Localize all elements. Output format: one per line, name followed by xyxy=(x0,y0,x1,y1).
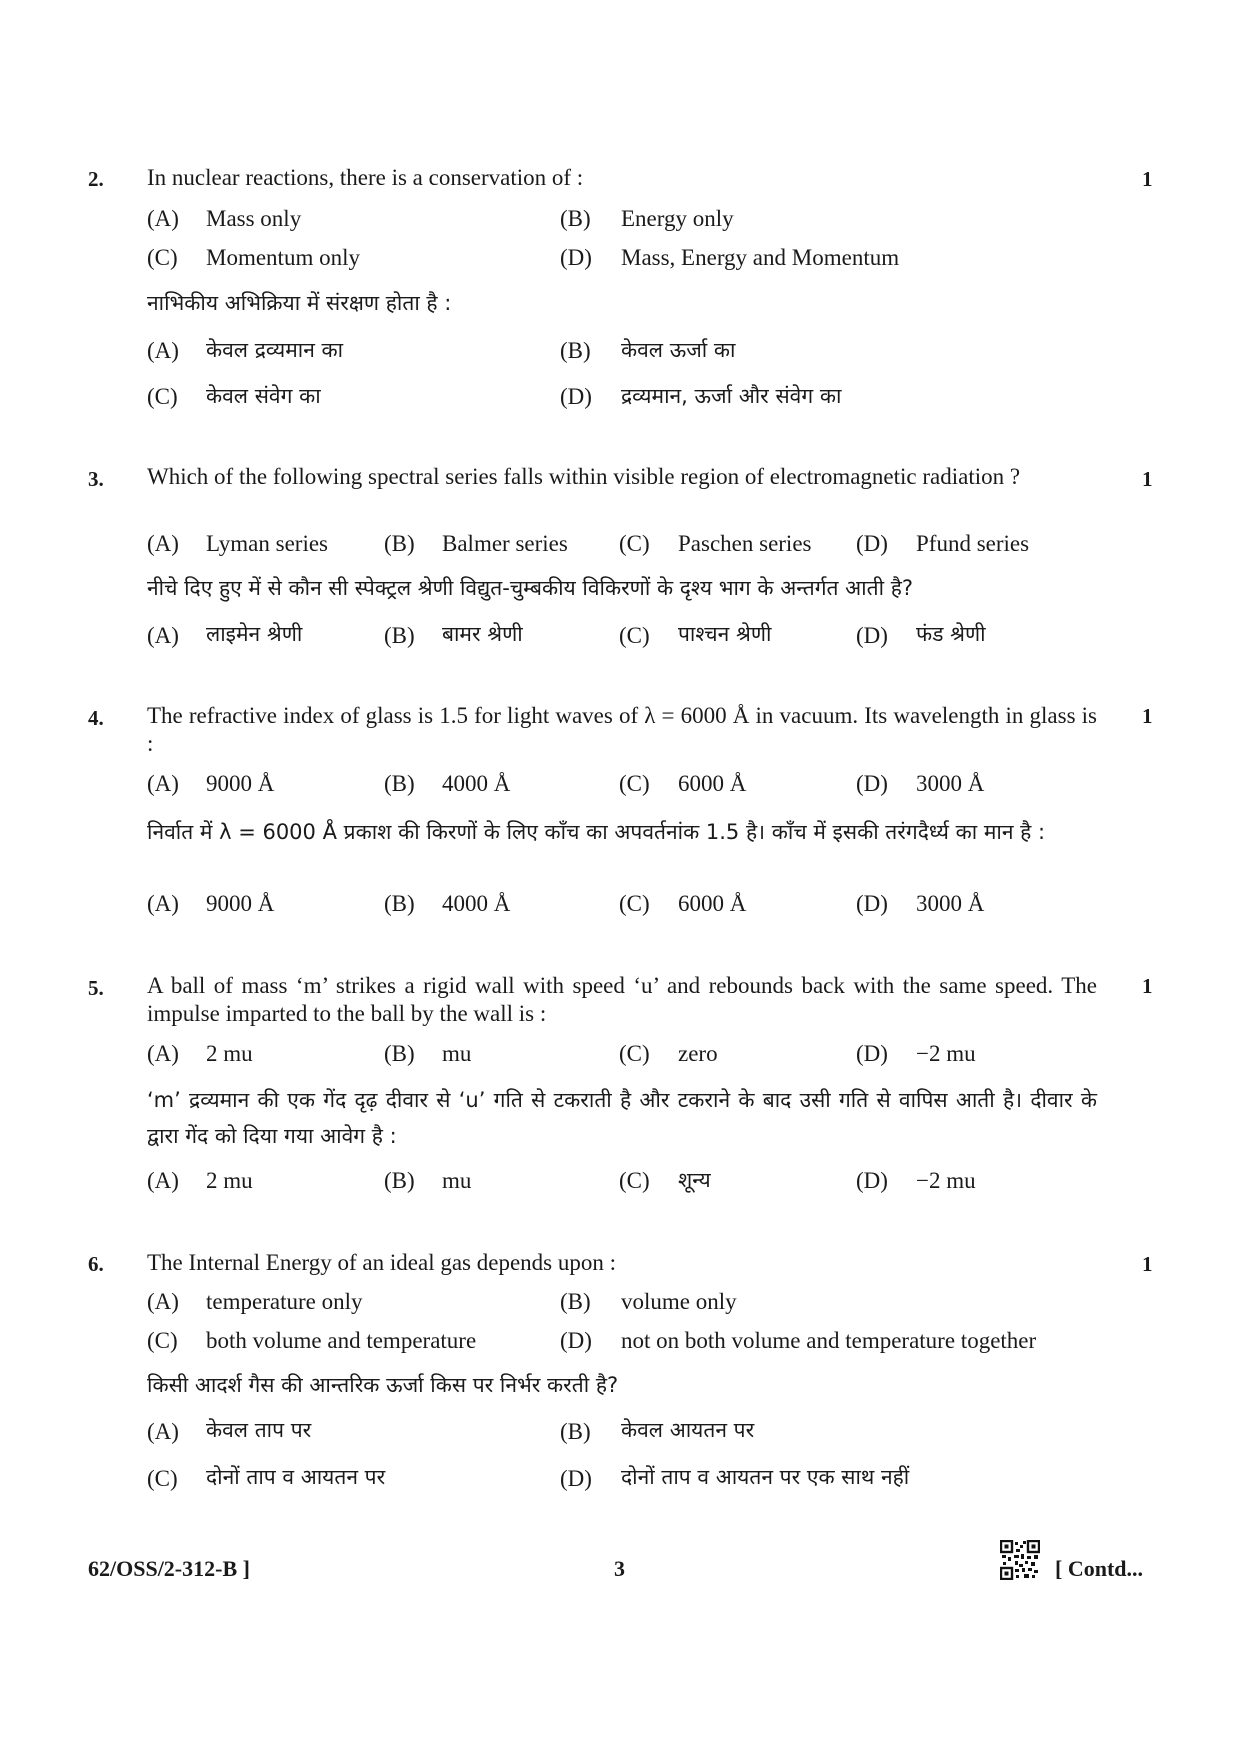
option-label: (B) xyxy=(384,1041,415,1066)
question-number: 5. xyxy=(88,976,104,1000)
question-stem-hi: निर्वात में λ = 6000 Å प्रकाश की किरणों के लिए काँच का अपवर्तनांक 1.5 है। काँच में इसकी तरंगदैर्ध्य का मान है : xyxy=(147,820,1046,844)
option-text: 3000 Å xyxy=(916,891,985,916)
option-text: mu xyxy=(442,1168,472,1193)
option-label: (C) xyxy=(147,245,178,270)
option-label: (A) xyxy=(147,623,179,648)
question-marks: 1 xyxy=(1142,704,1153,728)
option-label: (C) xyxy=(619,891,650,916)
option-label: (D) xyxy=(856,623,888,648)
option-label: (D) xyxy=(856,891,888,916)
option-label: (C) xyxy=(619,1041,650,1066)
option-label: (A) xyxy=(147,206,179,231)
option-label: (D) xyxy=(856,771,888,796)
question-stem-en: Which of the following spectral series falls within visible region of electromagnetic radiation ? xyxy=(147,464,1021,489)
option-text: Mass only xyxy=(206,206,302,231)
option-label: (D) xyxy=(856,531,888,556)
option-text: केवल ऊर्जा का xyxy=(621,338,736,362)
paper-code: 62/OSS/2-312-B ] xyxy=(88,1556,250,1581)
option-text: Pfund series xyxy=(916,531,1030,556)
question-stem-en: A ball of mass ‘m’ strikes a rigid wall with speed ‘u’ and rebounds back with the same speed. The impulse imparted to the ball by the wall is : xyxy=(147,973,1097,1026)
option-text: फंड श्रेणी xyxy=(916,622,986,646)
option-text: temperature only xyxy=(206,1289,363,1314)
option-text: 9000 Å xyxy=(206,771,275,796)
option-text: 6000 Å xyxy=(678,891,747,916)
option-text: केवल द्रव्यमान का xyxy=(206,338,344,362)
option-label: (C) xyxy=(619,771,650,796)
option-label: (A) xyxy=(147,771,179,796)
option-label: (A) xyxy=(147,1041,179,1066)
option-label: (A) xyxy=(147,1168,179,1193)
option-label: (B) xyxy=(560,1289,591,1314)
option-label: (A) xyxy=(147,891,179,916)
question-number: 2. xyxy=(88,167,104,191)
option-text: 4000 Å xyxy=(442,891,511,916)
question-stem-en: In nuclear reactions, there is a conservation of : xyxy=(147,165,584,190)
option-text: Lyman series xyxy=(206,531,328,556)
option-text: mu xyxy=(442,1041,472,1066)
question-marks: 1 xyxy=(1142,467,1153,491)
question-number: 6. xyxy=(88,1252,104,1276)
option-label: (B) xyxy=(384,1168,415,1193)
option-text: 3000 Å xyxy=(916,771,985,796)
option-label: (C) xyxy=(619,623,650,648)
question-stem-hi: नाभिकीय अभिक्रिया में संरक्षण होता है : xyxy=(147,291,452,315)
option-label: (A) xyxy=(147,531,179,556)
option-text: केवल आयतन पर xyxy=(621,1418,755,1442)
option-text: 9000 Å xyxy=(206,891,275,916)
option-label: (C) xyxy=(147,1328,178,1353)
option-label: (C) xyxy=(619,531,650,556)
question-stem-en: The refractive index of glass is 1.5 for light waves of λ = 6000 Å in vacuum. Its wavelength in glass is : xyxy=(147,703,1097,756)
option-label: (D) xyxy=(560,1466,592,1491)
option-text: Mass, Energy and Momentum xyxy=(621,245,900,270)
option-label: (B) xyxy=(560,206,591,231)
option-label: (B) xyxy=(384,623,415,648)
option-text: both volume and temperature xyxy=(206,1328,477,1353)
option-label: (D) xyxy=(856,1168,888,1193)
option-text: दोनों ताप व आयतन पर xyxy=(206,1465,386,1489)
option-text: 2 mu xyxy=(206,1168,253,1193)
option-label: (C) xyxy=(147,1466,178,1491)
option-label: (C) xyxy=(147,384,178,409)
option-label: (B) xyxy=(560,338,591,363)
option-text: शून्य xyxy=(678,1168,711,1192)
option-text: बामर श्रेणी xyxy=(442,622,523,646)
question-marks: 1 xyxy=(1142,974,1153,998)
option-label: (B) xyxy=(384,771,415,796)
option-text: पाश्चन श्रेणी xyxy=(678,622,772,646)
option-text: केवल ताप पर xyxy=(206,1418,312,1442)
option-label: (A) xyxy=(147,338,179,363)
option-text: Energy only xyxy=(621,206,734,231)
option-label: (D) xyxy=(560,245,592,270)
question-stem-hi: नीचे दिए हुए में से कौन सी स्पेक्ट्रल श्रेणी विद्युत-चुम्बकीय विकिरणों के दृश्य भाग के अन्तर्गत आती है? xyxy=(147,576,914,600)
option-text: लाइमेन श्रेणी xyxy=(206,622,303,646)
option-text: Paschen series xyxy=(678,531,812,556)
question-number: 4. xyxy=(88,706,104,730)
option-text: Momentum only xyxy=(206,245,360,270)
question-stem-hi: किसी आदर्श गैस की आन्तरिक ऊर्जा किस पर निर्भर करती है? xyxy=(147,1373,619,1397)
option-text: द्रव्यमान, ऊर्जा और संवेग का xyxy=(621,384,842,408)
option-label: (D) xyxy=(560,384,592,409)
option-label: (A) xyxy=(147,1289,179,1314)
option-text: 2 mu xyxy=(206,1041,253,1066)
option-text: 6000 Å xyxy=(678,771,747,796)
question-stem-en: The Internal Energy of an ideal gas depends upon : xyxy=(147,1250,617,1275)
qr-code-icon xyxy=(1000,1540,1040,1580)
question-number: 3. xyxy=(88,467,104,491)
option-text: zero xyxy=(678,1041,718,1066)
option-label: (B) xyxy=(384,531,415,556)
option-text: Balmer series xyxy=(442,531,568,556)
option-text: केवल संवेग का xyxy=(206,384,321,408)
contd-label: [ Contd... xyxy=(1055,1556,1144,1581)
option-label: (C) xyxy=(619,1168,650,1193)
option-text: not on both volume and temperature together xyxy=(621,1328,1037,1353)
option-label: (A) xyxy=(147,1419,179,1444)
option-label: (D) xyxy=(856,1041,888,1066)
option-text: −2 mu xyxy=(916,1041,976,1066)
page-number: 3 xyxy=(614,1556,625,1581)
option-text: volume only xyxy=(621,1289,737,1314)
option-text: −2 mu xyxy=(916,1168,976,1193)
option-text: 4000 Å xyxy=(442,771,511,796)
option-label: (B) xyxy=(560,1419,591,1444)
question-marks: 1 xyxy=(1142,167,1153,191)
option-label: (B) xyxy=(384,891,415,916)
question-marks: 1 xyxy=(1142,1252,1153,1276)
option-label: (D) xyxy=(560,1328,592,1353)
question-stem-hi: ‘m’ द्रव्यमान की एक गेंद दृढ़ दीवार से ‘u’ गति से टकराती है और टकराने के बाद उसी गति से वापिस आती है। दीवार के द्वारा गेंद को दिया गया आवेग है : xyxy=(147,1088,1097,1148)
option-text: दोनों ताप व आयतन पर एक साथ नहीं xyxy=(621,1465,910,1489)
